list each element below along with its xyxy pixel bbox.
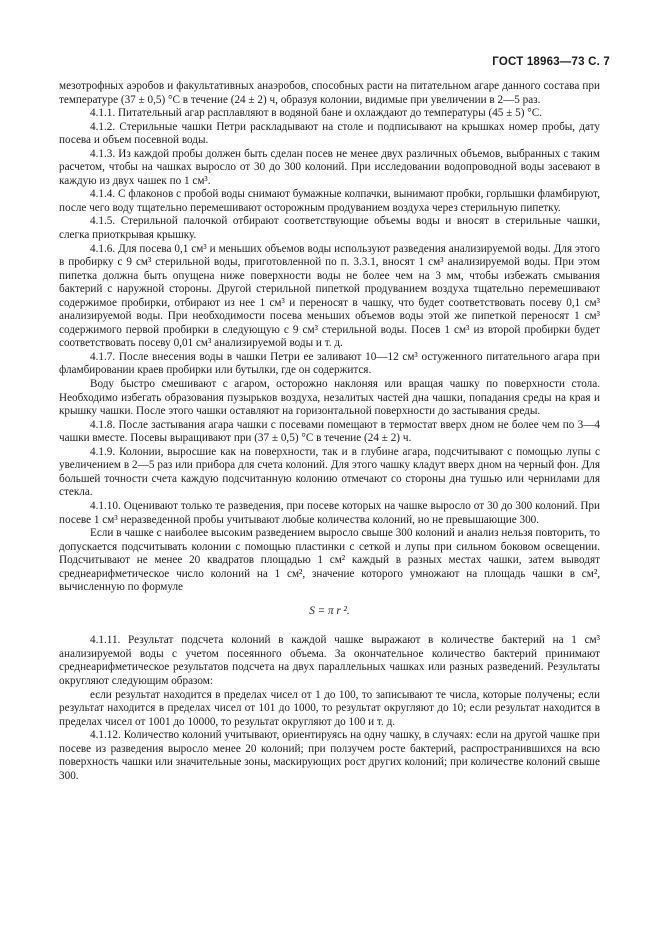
paragraph-rounding: если результат находится в пределах чисел от 1 до 100, то записывают те числа, которые получены; если результат находится в пределах чисел от 101 до 1000, то результат округляют до 10; если результат находится в пределах чисел от 1001 до 10000, то результат округляют до 100 и т. д. bbox=[59, 688, 600, 728]
page-header: ГОСТ 18963—73 С. 7 bbox=[492, 56, 610, 68]
document-body bbox=[59, 80, 600, 783]
paragraph-4-1-2: 4.1.2. Стерильные чашки Петри раскладывают на столе и подписывают на крышках номер пробы, дату посева и объем посевной воды. bbox=[59, 120, 600, 147]
paragraph-4-1-12: 4.1.12. Количество колоний учитывают, ориентируясь на одну чашку, в случаях: если на другой чашке при посеве из разведения выросло менее 20 колоний; при ползучем росте бактерий, распространившихся на всю поверхность чашки или значительные зоны, маскирующих рост других колоний; при количестве колоний свыше 300. bbox=[59, 729, 600, 782]
paragraph-4-1-10: 4.1.10. Оценивают только те разведения, при посеве которых на чашке выросло от 30 до 300 колоний. При посеве 1 см³ неразведенной пробы учитывают любые количества колоний, но не превышающие 300. bbox=[59, 499, 600, 526]
area-formula: S = π r ². bbox=[309, 604, 350, 617]
paragraph-4-1-1: 4.1.1. Питательный агар расплавляют в водяной бане и охлаждают до температуры (45 ± 5) °С. bbox=[90, 107, 542, 120]
paragraph-4-1-5: 4.1.5. Стерильной палочкой отбирают соответствующие объемы воды и вносят в стерильные чашки, слегка приоткрывая крышку. bbox=[59, 215, 600, 242]
paragraph-4-1-7: 4.1.7. После внесения воды в чашки Петри ее заливают 10—12 см³ остуженного питательного агара при фламбировании краев пробирки или бутылки, где он содержится. bbox=[59, 350, 600, 377]
paragraph-4-1-8: 4.1.8. После застывания агара чашки с посевами помещают в термостат вверх дном не более чем по 3—4 чашки вместе. Посевы выращивают при (37 ± 0,5) °С в течение (24 ± 2) ч. bbox=[59, 418, 600, 445]
paragraph-4-1-3: 4.1.3. Из каждой пробы должен быть сделан посев не менее двух различных объемов, выбранных с таким расчетом, чтобы на чашках выросло от 30 до 300 колоний. При исследовании водопроводной воды засевают в каждую из двух чашек по 1 см³. bbox=[59, 147, 600, 187]
paragraph-4-1-4: 4.1.4. С флаконов с пробой воды снимают бумажные колпачки, вынимают пробки, горлышки фламбируют, после чего воду тщательно перемешивают осторожным продуванием воздуха через стерильную пипетку. bbox=[59, 188, 600, 214]
paragraph-grid-counting: Если в чашке с наиболее высоким разведением выросло свыше 300 колоний и анализ нельзя повторить, то допускается подсчитывать колонии с помощью пластинки с сеткой и лупы при сильном боковом освещении. Подсчитывают не менее 20 квадратов площадью 1 см² каждый в разных местах чашки, затем выводят среднеарифметическое число колоний на 1 см², значение которого умножают на площадь чашки в см², вычисленную по формуле bbox=[59, 527, 600, 594]
paragraph-mixing: Воду быстро смешивают с агаром, осторожно наклоняя или вращая чашку по поверхности стола. Необходимо избегать образования пузырьков воздуха, незалитых частей дна чашки, попадания среды на края и крышку чашки. После этого чашки оставляют на горизонтальной поверхности до застывания среды. bbox=[59, 378, 600, 418]
paragraph-4-1-6: 4.1.6. Для посева 0,1 см³ и меньших объемов воды используют разведения анализируемой воды. Для этого в пробирку с 9 см³ стерильной воды, приготовленной по п. 3.3.1, вносят 1 см³ анализируемой воды. При этом пипетка должна быть опущена ниже поверхности воды не более чем на 3 мм, чтобы избежать смывания бактерий с наружной стороны. Другой стерильной пипеткой продуванием воздуха тщательно перемешивают содержимое пробирки, отбирают из нее 1 см³ и переносят в чашку, что будет соответствовать посеву 0,1 см³ анализируемой воды. При необходимости посева меньших объемов воды этой же пипеткой переносят 1 см³ содержимого первой пробирки в следующую с 9 см³ стерильной воды. Посев 1 см³ из второй пробирки будет соответствовать посеву 0,01 см³ анализируемой воды и т. д. bbox=[59, 242, 600, 350]
paragraph-4-1-9: 4.1.9. Колонии, выросшие как на поверхности, так и в глубине агара, подсчитывают с помощью лупы с увеличением в 2—5 раз или прибора для счета колоний. Для этого чашку кладут вверх дном на черный фон. Для большей точности счета каждую подсчитанную колонию отмечают со стороны дна тушью или чернилами для стекла. bbox=[59, 445, 600, 499]
paragraph-continuation: мезотрофных аэробов и факультативных анаэробов, способных расти на питательном агаре данного состава при температуре (37 ± 0,5) °С в течение (24 ± 2) ч, образуя колонии, видимые при увеличении в 2—5 раз. bbox=[59, 80, 600, 106]
paragraph-4-1-11: 4.1.11. Результат подсчета колоний в каждой чашке выражают в количестве бактерий на 1 см³ анализируемой воды с учетом посеянного объема. За окончательное количество бактерий принимают среднеарифметическое результатов подсчета на двух параллельных чашках или разных разведений. Результаты округляют следующим образом: bbox=[59, 634, 600, 687]
